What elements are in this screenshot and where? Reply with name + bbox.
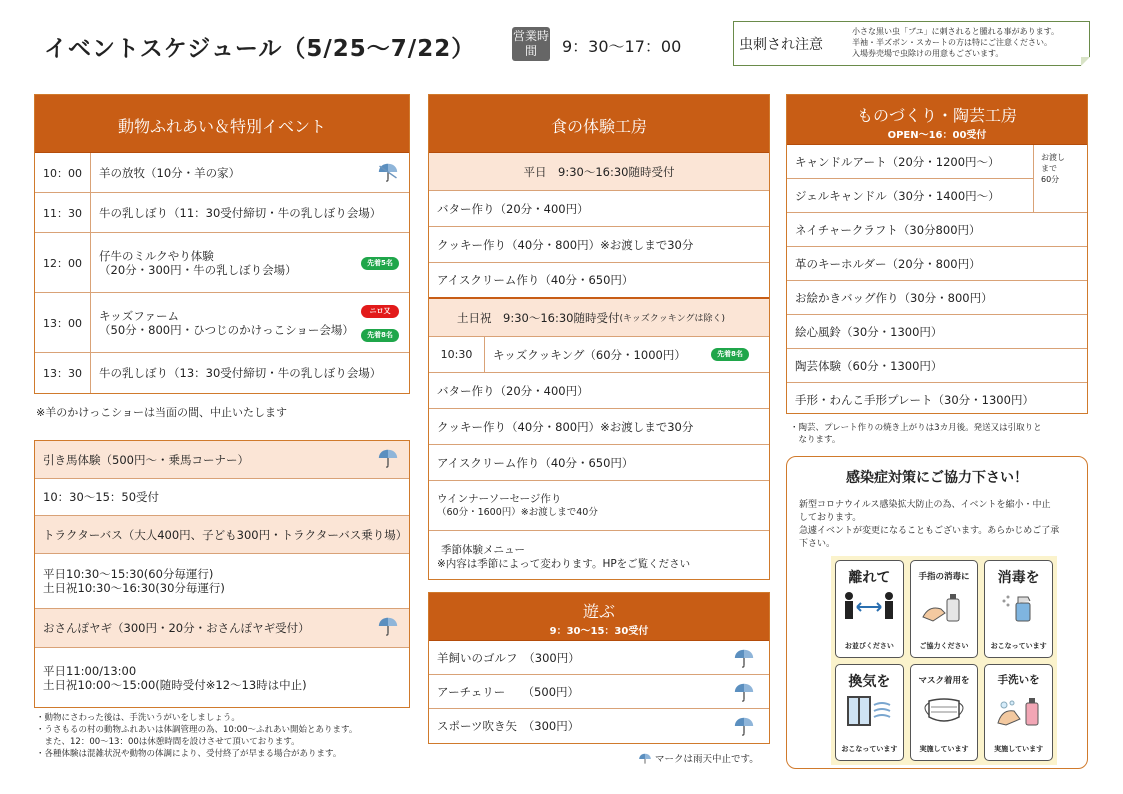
tile-head: マスク着用を: [918, 675, 970, 686]
play-panel: [428, 592, 770, 744]
handwash-icon: [994, 695, 1044, 727]
tile-mask: [910, 664, 979, 762]
first-come-badge: 先着5名: [361, 257, 399, 270]
food-section-header: [429, 153, 769, 191]
weekend-header: 土日祝 9:30〜16:30随時受付: [457, 310, 620, 325]
craft-panel-subtitle: OPEN〜16：00受付: [887, 130, 987, 141]
red-badge: ニロ又: [361, 305, 399, 318]
food-item: [429, 263, 769, 299]
food-item: [429, 445, 769, 481]
umbrella-icon: [733, 715, 755, 737]
umbrella-icon: [377, 447, 399, 469]
item-line: （60分・1600円）※お渡しまで40分: [437, 506, 598, 518]
craft-item-text: 絵心風鈴（30分・1300円）: [795, 324, 943, 339]
activity-title: 引き馬体験（500円〜・乗馬コーナー）: [43, 452, 249, 467]
food-item-text: [429, 492, 769, 520]
notice-line: 半袖・半ズボン・スカートの方は特にご注意ください。: [852, 38, 1052, 47]
craft-list: [787, 145, 1087, 417]
craft-item: [787, 179, 1034, 213]
notice-title: 虫刺され注意: [739, 37, 823, 53]
craft-item-text: キャンドルアート（20分・1200円〜）: [795, 154, 1000, 169]
detail-line: 平日10:30〜15:30(60分毎運行): [43, 567, 214, 581]
mask-icon: [919, 695, 969, 727]
food-item: [429, 373, 769, 409]
activity-panel: [34, 440, 410, 708]
tile-foot: おこなっています: [990, 641, 1047, 650]
row-time: 10：00: [35, 153, 91, 192]
craft-panel-header: [787, 95, 1087, 145]
notice-body: [852, 26, 1088, 59]
row-time: 10:30: [429, 337, 485, 372]
tile-ventilation: [835, 664, 904, 762]
food-item: [429, 531, 769, 583]
row-text: 牛の乳しぼり（13：30受付締切・牛の乳しぼり会場）: [99, 366, 382, 380]
food-item-text: アイスクリーム作り（40分・650円）: [437, 273, 634, 287]
activity-row: [35, 554, 409, 609]
activity-row: [35, 479, 409, 516]
body-line: 下さい。: [799, 539, 836, 549]
tile-foot: 実施しています: [994, 745, 1044, 753]
food-item-text: [429, 543, 769, 571]
activity-title: おさんぽヤギ（300円・20分・おさんぽヤギ受付）: [43, 621, 310, 635]
footnote-line: ・陶芸、プレート作りの焼き上がりは3カ月後。発送又は引取りと: [790, 423, 1042, 433]
animal-footnotes: [36, 712, 357, 760]
handover-line: お渡し: [1041, 153, 1065, 162]
notice-line: 入場券売場で虫除けの用意もございます。: [852, 49, 1004, 58]
play-item-text: アーチェリー （500円）: [437, 684, 580, 699]
animal-panel-header: [35, 95, 409, 153]
umbrella-icon: [638, 752, 652, 766]
craft-item: [787, 213, 1087, 247]
umbrella-icon: [377, 615, 399, 637]
activity-row: [35, 648, 409, 707]
animal-panel-title: 動物ふれあい＆特別イベント: [117, 117, 326, 136]
craft-item-text: ネイチャークラフト（30分800円）: [795, 222, 981, 237]
play-panel-header: [429, 593, 769, 641]
tile-head: 手指の消毒に: [918, 572, 970, 582]
play-item: [429, 641, 769, 675]
activity-row: [35, 441, 409, 479]
food-item-text: アイスクリーム作り（40分・650円）: [437, 455, 634, 470]
play-item-text: スポーツ吹き矢 （300円）: [437, 719, 580, 733]
craft-item-text: 手形・わんこ手形プレート（30分・1300円）: [795, 393, 1034, 407]
weekend-header-note: (キッズクッキングは除く): [619, 314, 726, 324]
activity-detail: [35, 664, 409, 692]
detail-line: 土日祝10:00〜15:00(随時受付※12〜13時は中止): [43, 677, 307, 692]
craft-footnote: [790, 422, 1042, 446]
tile-handwash: [984, 664, 1053, 762]
row-time: 11：30: [35, 193, 91, 232]
schedule-row: [35, 353, 409, 393]
sanitizer-icon: [919, 591, 969, 623]
tile-head: 手洗いを: [997, 673, 1040, 686]
activity-row: [35, 609, 409, 648]
page-title: イベントスケジュール（5/25〜7/22）: [44, 36, 476, 62]
tile-head: 消毒を: [997, 570, 1040, 586]
craft-item: [787, 247, 1087, 281]
craft-panel-title: ものづくり・陶芸工房: [856, 106, 1017, 125]
tile-foot: お並びください: [844, 641, 894, 650]
row-text: 牛の乳しぼり（11：30受付締切・牛の乳しぼり会場）: [99, 205, 382, 220]
row-time: 13：30: [35, 353, 91, 393]
animal-panel: [34, 94, 410, 394]
schedule-row: [35, 233, 409, 293]
body-line: 新型コロナウイルス感染拡大防止の為、イベントを縮小・中止: [799, 500, 1051, 510]
distance-icon: [841, 591, 897, 621]
row-text-line: （50分・800円・ひつじのかけっこショー会場）: [99, 322, 354, 337]
insect-notice: [733, 21, 1090, 66]
umbrella-icon: [377, 161, 399, 183]
hours-badge: 営業時間: [512, 27, 550, 61]
food-item-text: キッズクッキング（60分・1000円）: [493, 347, 686, 362]
play-panel-title: 遊ぶ: [582, 602, 615, 621]
play-item: [429, 709, 769, 743]
activity-detail: [35, 567, 409, 595]
notice-line: 小さな黒い虫「ブユ」に刺されると腫れる事があります。: [852, 27, 1059, 36]
window-icon: [844, 695, 894, 727]
detail-line: 土日祝10:30〜16:30(30分毎運行): [43, 581, 225, 595]
infection-title: 感染症対策にご協力下さい！: [846, 470, 1028, 486]
tile-foot: おこなっています: [841, 745, 898, 753]
activity-title: トラクターバス（大人400円、子ども300円・トラクターバス乗り場）: [43, 527, 408, 542]
tile-disinfect: [984, 560, 1053, 658]
schedule-row: [35, 153, 409, 193]
play-panel-subtitle: 9：30〜15：30受付: [549, 626, 649, 637]
umbrella-icon: [733, 681, 755, 703]
food-item-text: クッキー作り（40分・800円）※お渡しまで30分: [437, 237, 694, 252]
craft-item: [787, 145, 1034, 179]
tile-foot: 実施しています: [919, 745, 969, 753]
craft-item-text: 革のキーホルダー（20分・800円）: [795, 256, 981, 271]
footnote-line: なります。: [790, 435, 841, 445]
footnote-line: ・動物にさわった後は、手洗いうがいをしましょう。: [36, 713, 240, 723]
schedule-row: [35, 293, 409, 353]
craft-item-text: ジェルキャンドル（30分・1400円〜）: [795, 188, 1000, 203]
activity-detail: 10：30〜15：50受付: [43, 490, 160, 504]
food-item: [429, 409, 769, 445]
body-line: 急遽イベントが変更になることもございます。あらかじめご了承: [799, 526, 1060, 536]
business-hours: 9：30〜17：00: [562, 37, 682, 56]
first-come-badge: 先着8名: [711, 348, 749, 361]
item-line: 季節体験メニュー: [441, 544, 525, 556]
craft-item-text: お絵かきバッグ作り（30分・800円）: [795, 290, 993, 305]
play-item: [429, 675, 769, 709]
detail-line: 平日11:00/13:00: [43, 663, 137, 678]
activity-row: [35, 516, 409, 554]
footnote-line: ・うさもるの村の動物ふれあいは体調管理の為、10:00〜ふれあい開始とあります。: [36, 725, 358, 735]
footnote-line: また、12：00〜13：00は休憩時間を設けさせて頂いております。: [36, 737, 300, 747]
prevention-grid: [831, 556, 1057, 765]
spray-icon: [996, 591, 1042, 623]
food-item: [429, 227, 769, 263]
body-line: しております。: [799, 513, 862, 523]
food-section-header: [429, 299, 769, 337]
weekday-header: 平日 9:30〜16:30随時受付: [523, 164, 675, 179]
handover-note: [1034, 145, 1087, 213]
food-item: [429, 191, 769, 227]
first-come-badge: 先着8名: [361, 329, 399, 342]
craft-item: [787, 349, 1087, 383]
tile-hand-sanitize: [910, 560, 979, 658]
show-cancel-note: ※羊のかけっこショーは当面の間、中止いたします: [36, 406, 287, 419]
food-item-text: クッキー作り（40分・800円）※お渡しまで30分: [437, 419, 694, 434]
food-panel-header: [429, 95, 769, 153]
handover-line: 60分: [1041, 175, 1060, 184]
food-item-text: バター作り（20分・400円）: [437, 383, 589, 398]
food-panel-title: 食の体験工房: [550, 117, 647, 136]
row-time: 12：00: [35, 233, 91, 292]
craft-item: [787, 315, 1087, 349]
tile-foot: ご協力ください: [919, 641, 969, 650]
row-text-line: キッズファーム: [99, 308, 180, 323]
row-text-line: （20分・300円・牛の乳しぼり会場）: [99, 262, 297, 277]
infection-panel: [786, 456, 1088, 769]
footnote-line: ・各種体験は混雑状況や動物の体調により、受付終了が早まる場合があります。: [36, 749, 342, 759]
tile-head: 離れて: [848, 570, 891, 586]
item-line: ※内容は季節によって変わります。HPをご覧ください: [437, 558, 691, 570]
row-time: 13：00: [35, 293, 91, 352]
row-text-line: 仔牛のミルクやり体験: [99, 248, 214, 263]
tile-distance: [835, 560, 904, 658]
craft-panel: [786, 94, 1088, 414]
food-item: [429, 337, 769, 373]
craft-item: [787, 383, 1087, 417]
rain-note: マークは雨天中止です。: [655, 754, 759, 765]
craft-item-text: 陶芸体験（60分・1300円）: [795, 358, 943, 373]
handover-line: まで: [1041, 164, 1057, 173]
infection-body: [799, 499, 1079, 551]
food-item-text: バター作り（20分・400円）: [437, 201, 589, 216]
food-panel: [428, 94, 770, 580]
umbrella-icon: [733, 647, 755, 669]
row-text: 羊の放牧（10分・羊の家）: [99, 165, 241, 180]
schedule-row: [35, 193, 409, 233]
play-item-text: 羊飼いのゴルフ （300円）: [437, 650, 580, 665]
food-item: [429, 481, 769, 531]
tile-head: 換気を: [848, 673, 891, 690]
item-line: ウインナーソーセージ作り: [437, 492, 562, 505]
craft-item: [787, 281, 1087, 315]
